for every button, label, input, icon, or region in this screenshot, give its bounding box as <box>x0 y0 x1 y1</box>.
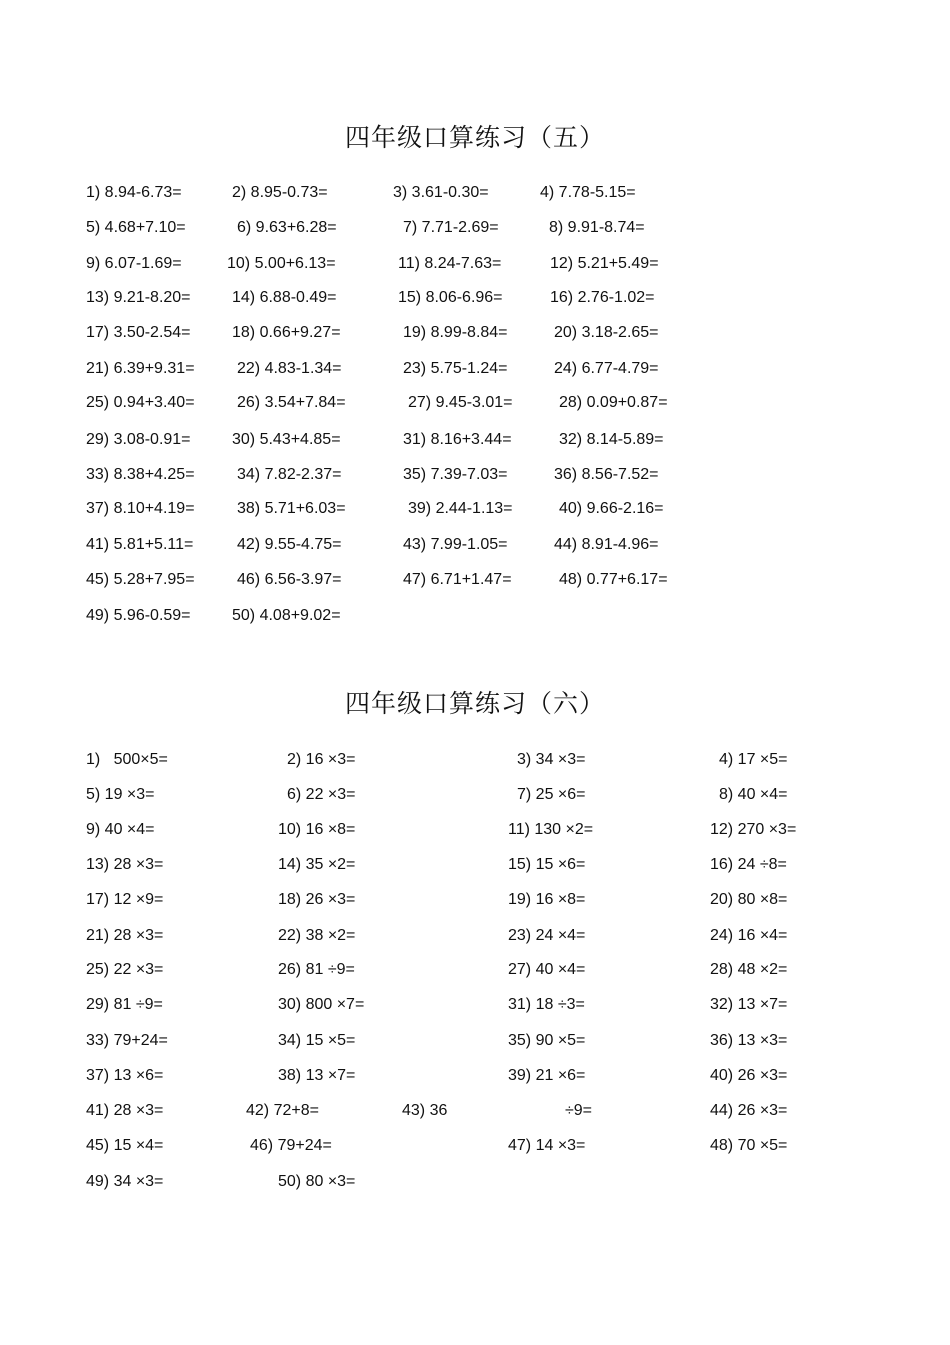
problem-item: 46) 79+24= <box>250 1137 332 1154</box>
problem-item: 13) 28 ×3= <box>86 856 164 873</box>
problem-item: 30) 5.43+4.85= <box>232 431 341 448</box>
problem-item: 21) 28 ×3= <box>86 927 164 944</box>
problem-item: 32) 8.14-5.89= <box>559 431 664 448</box>
problem-item: 18) 0.66+9.27= <box>232 324 341 341</box>
problem-item: 42) 9.55-4.75= <box>237 536 342 553</box>
problem-item: 40) 9.66-2.16= <box>559 500 664 517</box>
problem-item: 36) 13 ×3= <box>710 1032 788 1049</box>
problem-item: 49) 5.96-0.59= <box>86 607 191 624</box>
problem-item: 6) 9.63+6.28= <box>237 219 337 236</box>
problem-item: 27) 40 ×4= <box>508 961 586 978</box>
problem-item: 28) 0.09+0.87= <box>559 394 668 411</box>
problem-item: 33) 79+24= <box>86 1032 168 1049</box>
problem-item: 8) 40 ×4= <box>719 786 788 803</box>
problem-item: 18) 26 ×3= <box>278 891 356 908</box>
problem-item: 5) 19 ×3= <box>86 786 155 803</box>
problem-item: 20) 3.18-2.65= <box>554 324 659 341</box>
problem-item: 49) 34 ×3= <box>86 1173 164 1190</box>
problem-item: 3) 3.61-0.30= <box>393 184 489 201</box>
problem-item: 43) 36 <box>402 1102 448 1119</box>
problem-item: 38) 13 ×7= <box>278 1067 356 1084</box>
problem-item: 10) 5.00+6.13= <box>227 255 336 272</box>
problem-item: 20) 80 ×8= <box>710 891 788 908</box>
problem-item: 39) 21 ×6= <box>508 1067 586 1084</box>
problem-item: 47) 14 ×3= <box>508 1137 586 1154</box>
problem-item: 3) 34 ×3= <box>517 751 586 768</box>
problem-item: 32) 13 ×7= <box>710 996 788 1013</box>
problem-item: 44) 26 ×3= <box>710 1102 788 1119</box>
section-title: 四年级口算练习（六） <box>344 689 605 718</box>
section-title: 四年级口算练习（五） <box>344 123 605 152</box>
problem-item: 40) 26 ×3= <box>710 1067 788 1084</box>
problem-item: 31) 18 ÷3= <box>508 996 585 1013</box>
problem-item: 37) 8.10+4.19= <box>86 500 195 517</box>
problem-item: 4) 17 ×5= <box>719 751 788 768</box>
problem-item: 9) 6.07-1.69= <box>86 255 182 272</box>
problem-item: 29) 81 ÷9= <box>86 996 163 1013</box>
problem-item: 1) 8.94-6.73= <box>86 184 182 201</box>
problem-item: 50) 4.08+9.02= <box>232 607 341 624</box>
problem-item: 48) 70 ×5= <box>710 1137 788 1154</box>
problem-item: 27) 9.45-3.01= <box>408 394 513 411</box>
problem-item: 17) 3.50-2.54= <box>86 324 191 341</box>
problem-item: 45) 5.28+7.95= <box>86 571 195 588</box>
problem-item: 21) 6.39+9.31= <box>86 360 195 377</box>
problem-item: 26) 81 ÷9= <box>278 961 355 978</box>
problem-item: 6) 22 ×3= <box>287 786 356 803</box>
problem-item: 8) 9.91-8.74= <box>549 219 645 236</box>
problem-item: 34) 7.82-2.37= <box>237 466 342 483</box>
problem-item: 41) 5.81+5.11= <box>86 536 194 553</box>
problem-item: 30) 800 ×7= <box>278 996 365 1013</box>
problem-item: 15) 8.06-6.96= <box>398 289 503 306</box>
problem-item: 7) 7.71-2.69= <box>403 219 499 236</box>
problem-item: 45) 15 ×4= <box>86 1137 164 1154</box>
problem-item: 36) 8.56-7.52= <box>554 466 659 483</box>
problem-item: 16) 24 ÷8= <box>710 856 787 873</box>
problem-item: 2) 8.95-0.73= <box>232 184 328 201</box>
problem-item: 23) 5.75-1.24= <box>403 360 508 377</box>
problem-item: 5) 4.68+7.10= <box>86 219 186 236</box>
problem-item: 25) 0.94+3.40= <box>86 394 195 411</box>
problem-item: 14) 6.88-0.49= <box>232 289 337 306</box>
problem-item: 9) 40 ×4= <box>86 821 155 838</box>
problem-item: 35) 90 ×5= <box>508 1032 586 1049</box>
problem-item: 50) 80 ×3= <box>278 1173 356 1190</box>
problem-item: 22) 4.83-1.34= <box>237 360 342 377</box>
problem-item: 1) 500×5= <box>86 751 168 768</box>
problem-item: 12) 270 ×3= <box>710 821 797 838</box>
problem-item: 12) 5.21+5.49= <box>550 255 659 272</box>
problem-item: 34) 15 ×5= <box>278 1032 356 1049</box>
problem-item: 14) 35 ×2= <box>278 856 356 873</box>
problem-item: 33) 8.38+4.25= <box>86 466 195 483</box>
problem-item: 31) 8.16+3.44= <box>403 431 512 448</box>
problem-item: 19) 16 ×8= <box>508 891 586 908</box>
problem-item: 47) 6.71+1.47= <box>403 571 512 588</box>
problem-item: 23) 24 ×4= <box>508 927 586 944</box>
problem-item: 24) 6.77-4.79= <box>554 360 659 377</box>
problem-item: 22) 38 ×2= <box>278 927 356 944</box>
problem-item: 13) 9.21-8.20= <box>86 289 191 306</box>
problem-item: 11) 130 ×2= <box>508 821 594 838</box>
problem-item: 25) 22 ×3= <box>86 961 164 978</box>
problem-item: 46) 6.56-3.97= <box>237 571 342 588</box>
problem-item: 11) 8.24-7.63= <box>398 255 502 272</box>
problem-item: 15) 15 ×6= <box>508 856 586 873</box>
problem-item: 24) 16 ×4= <box>710 927 788 944</box>
problem-item: 28) 48 ×2= <box>710 961 788 978</box>
problem-item: 44) 8.91-4.96= <box>554 536 659 553</box>
problem-item: 48) 0.77+6.17= <box>559 571 668 588</box>
problem-item: 4) 7.78-5.15= <box>540 184 636 201</box>
problem-item: 7) 25 ×6= <box>517 786 586 803</box>
problem-item: ÷9= <box>565 1102 593 1119</box>
problem-item: 10) 16 ×8= <box>278 821 356 838</box>
problem-item: 2) 16 ×3= <box>287 751 356 768</box>
problem-item: 26) 3.54+7.84= <box>237 394 346 411</box>
problem-item: 41) 28 ×3= <box>86 1102 164 1119</box>
problem-item: 38) 5.71+6.03= <box>237 500 346 517</box>
problem-item: 17) 12 ×9= <box>86 891 164 908</box>
problem-item: 37) 13 ×6= <box>86 1067 164 1084</box>
problem-item: 19) 8.99-8.84= <box>403 324 508 341</box>
problem-item: 39) 2.44-1.13= <box>408 500 513 517</box>
problem-item: 43) 7.99-1.05= <box>403 536 508 553</box>
problem-item: 16) 2.76-1.02= <box>550 289 655 306</box>
problem-item: 42) 72+8= <box>246 1102 319 1119</box>
problem-item: 35) 7.39-7.03= <box>403 466 508 483</box>
problem-item: 29) 3.08-0.91= <box>86 431 191 448</box>
